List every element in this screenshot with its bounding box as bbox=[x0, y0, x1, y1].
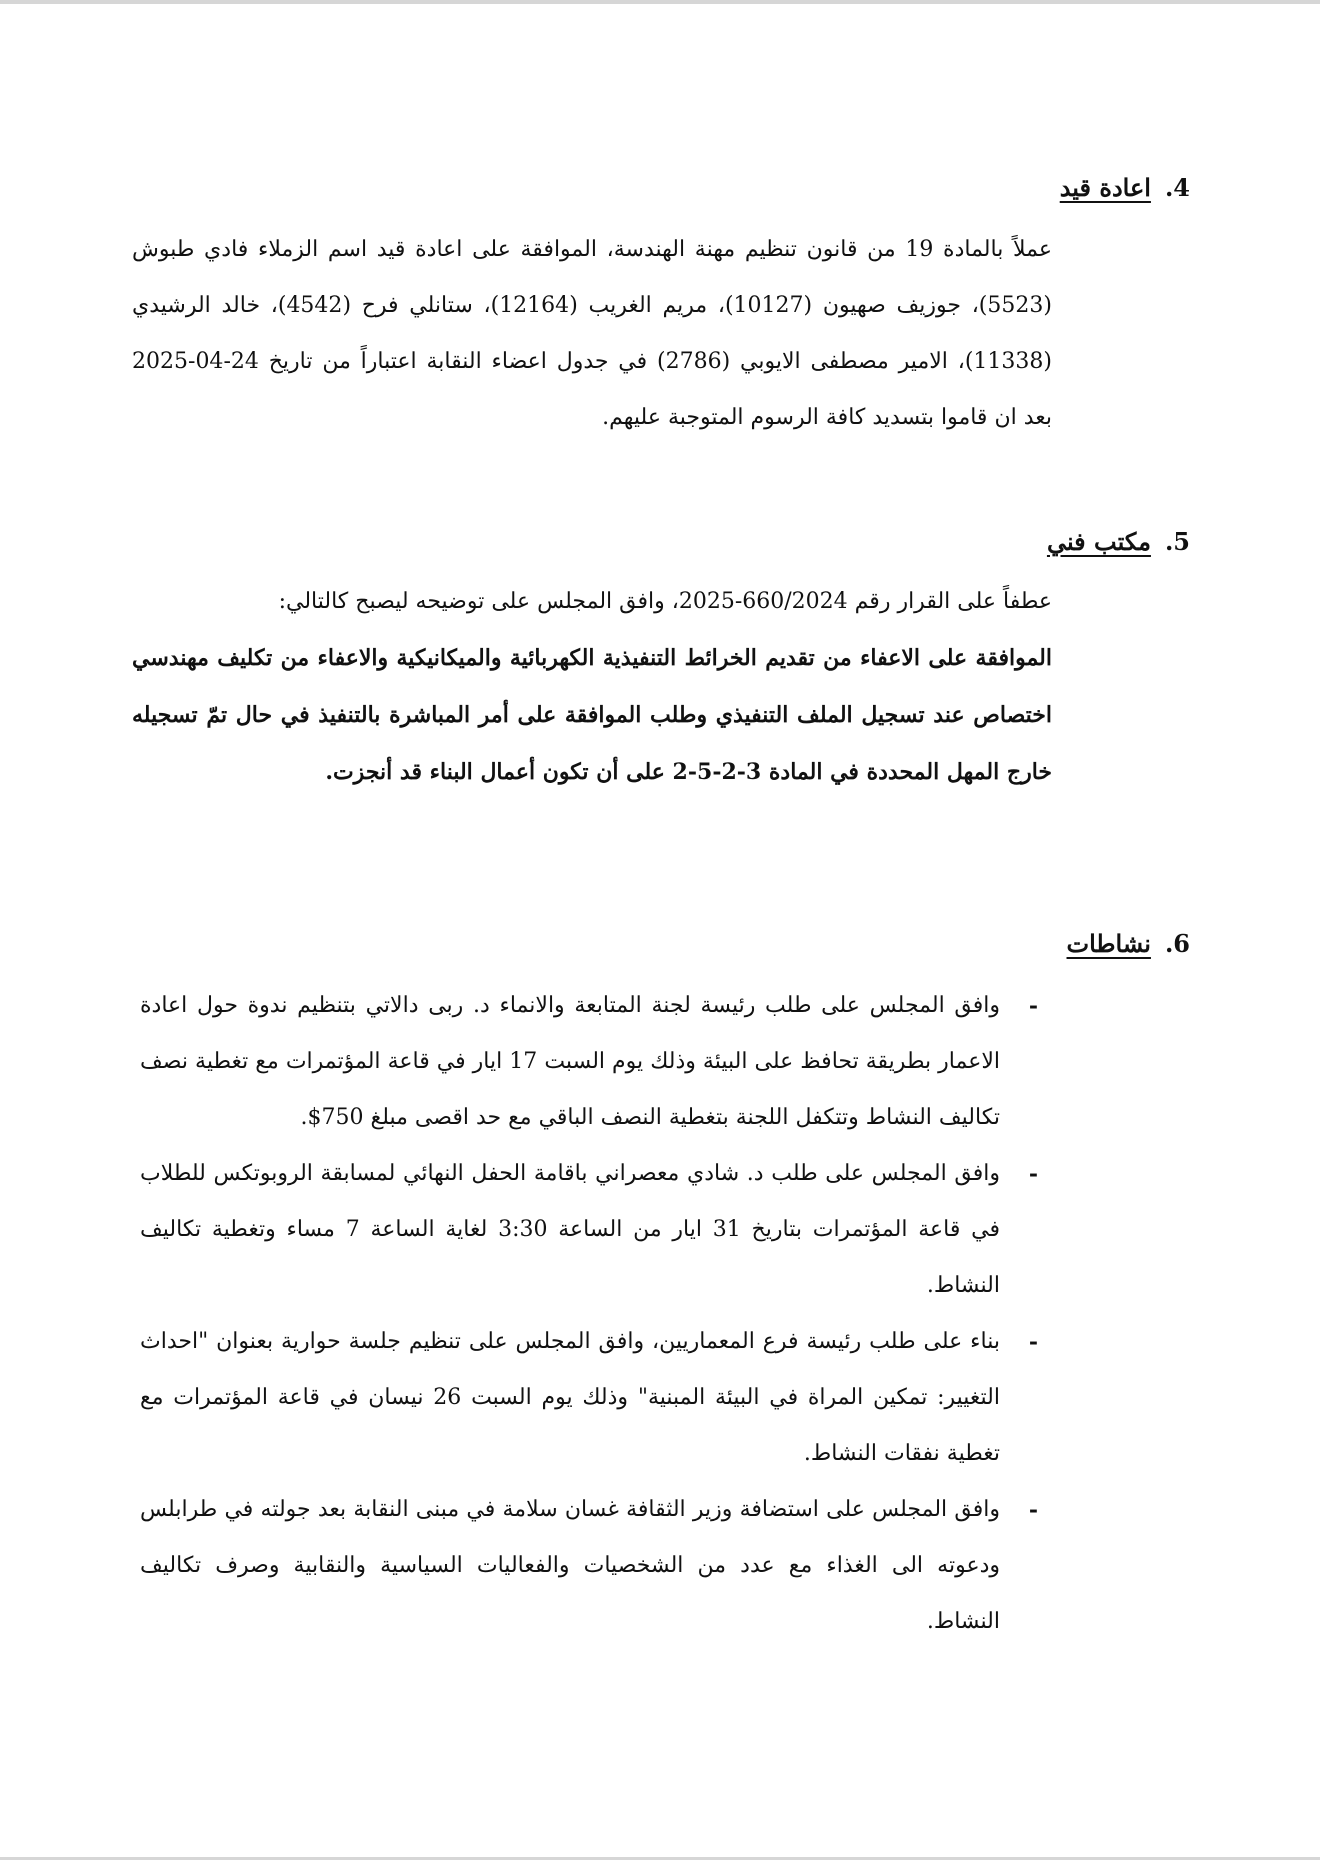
list-item bbox=[140, 978, 1038, 1146]
section-6-heading bbox=[1067, 926, 1190, 962]
section-5-lead: عطفاً على القرار رقم 660/2024-2025، وافق المجلس على توضيحه ليصبح كالتالي: bbox=[278, 589, 1052, 614]
list-item-text: وافق المجلس على استضافة وزير الثقافة غسان سلامة في مبنى النقابة بعد جولته في طرابلس ودعوته الى الغذاء مع عدد من الشخصيات والفعاليات السياسية والنقابية وصرف تكاليف النشاط. bbox=[140, 1497, 1000, 1634]
bullet-dash: - bbox=[1028, 1329, 1038, 1355]
list-item-text: بناء على طلب رئيسة فرع المعماريين، وافق المجلس على تنظيم جلسة حوارية بعنوان "احداث التغيير: تمكين المراة في البيئة المبنية" وذلك يوم السبت 26 نيسان في قاعة المؤتمرات مع تغطية نفقات النشاط. bbox=[140, 1329, 1001, 1466]
section-5-body: الموافقة على الاعفاء من تقديم الخرائط التنفيذية الكهربائية والميكانيكية والاعفاء من تكليف مهندسي اختصاص عند تسجيل الملف التنفيذي وطلب الموافقة على أمر المباشرة بالتنفيذ في حال تمّ تسجيله خارج المهل المحددة في المادة 3-2-5-2 على أن تكون أعمال البناء قد أنجزت. bbox=[132, 645, 1052, 785]
list-item-text: وافق المجلس على طلب د. شادي معصراني باقامة الحفل النهائي لمسابقة الروبوتكس للطلاب في قاعة المؤتمرات بتاريخ 31 ايار من الساعة 3:30 لغاية الساعة 7 مساء وتغطية تكاليف النشاط. bbox=[140, 1161, 1000, 1298]
activities-list bbox=[140, 978, 1038, 1650]
section-6-title: نشاطات bbox=[1066, 929, 1151, 958]
section-4-title: اعادة قيد bbox=[1059, 173, 1151, 202]
list-item bbox=[140, 1314, 1038, 1482]
section-4-heading bbox=[1060, 170, 1190, 206]
page-bottom-border bbox=[0, 1857, 1320, 1860]
list-item bbox=[140, 1146, 1038, 1314]
bullet-dash: - bbox=[1028, 1161, 1038, 1187]
section-5-number: 5. bbox=[1164, 527, 1190, 556]
section-4-number: 4. bbox=[1164, 173, 1190, 202]
section-4-body: عملاً بالمادة 19 من قانون تنظيم مهنة الهندسة، الموافقة على اعادة قيد اسم الزملاء فادي طبوش (5523)، جوزيف صهيون (10127)، مريم الغريب (12164)، ستانلي فرح (4542)، خالد الرشيدي (11338)، الامير مصطفى الايوبي (2786) في جدول اعضاء النقابة اعتباراً من تاريخ 24-04-2025 بعد ان قاموا بتسديد كافة الرسوم المتوجبة عليهم. bbox=[132, 237, 1052, 430]
list-item-text: وافق المجلس على طلب رئيسة لجنة المتابعة والانماء د. ربى دالاتي بتنظيم ندوة حول اعادة الاعمار بطريقة تحافظ على البيئة وذلك يوم السبت 17 ايار في قاعة المؤتمرات مع تغطية نصف تكاليف النشاط وتتكفل اللجنة بتغطية النصف الباقي مع حد اقصى مبلغ 750$. bbox=[140, 993, 1000, 1130]
section-6-number: 6. bbox=[1164, 929, 1190, 958]
section-5-heading bbox=[1047, 524, 1190, 560]
list-item bbox=[140, 1482, 1038, 1650]
bullet-dash: - bbox=[1028, 993, 1038, 1019]
section-5-title: مكتب فني bbox=[1046, 527, 1151, 556]
bullet-dash: - bbox=[1028, 1497, 1038, 1523]
